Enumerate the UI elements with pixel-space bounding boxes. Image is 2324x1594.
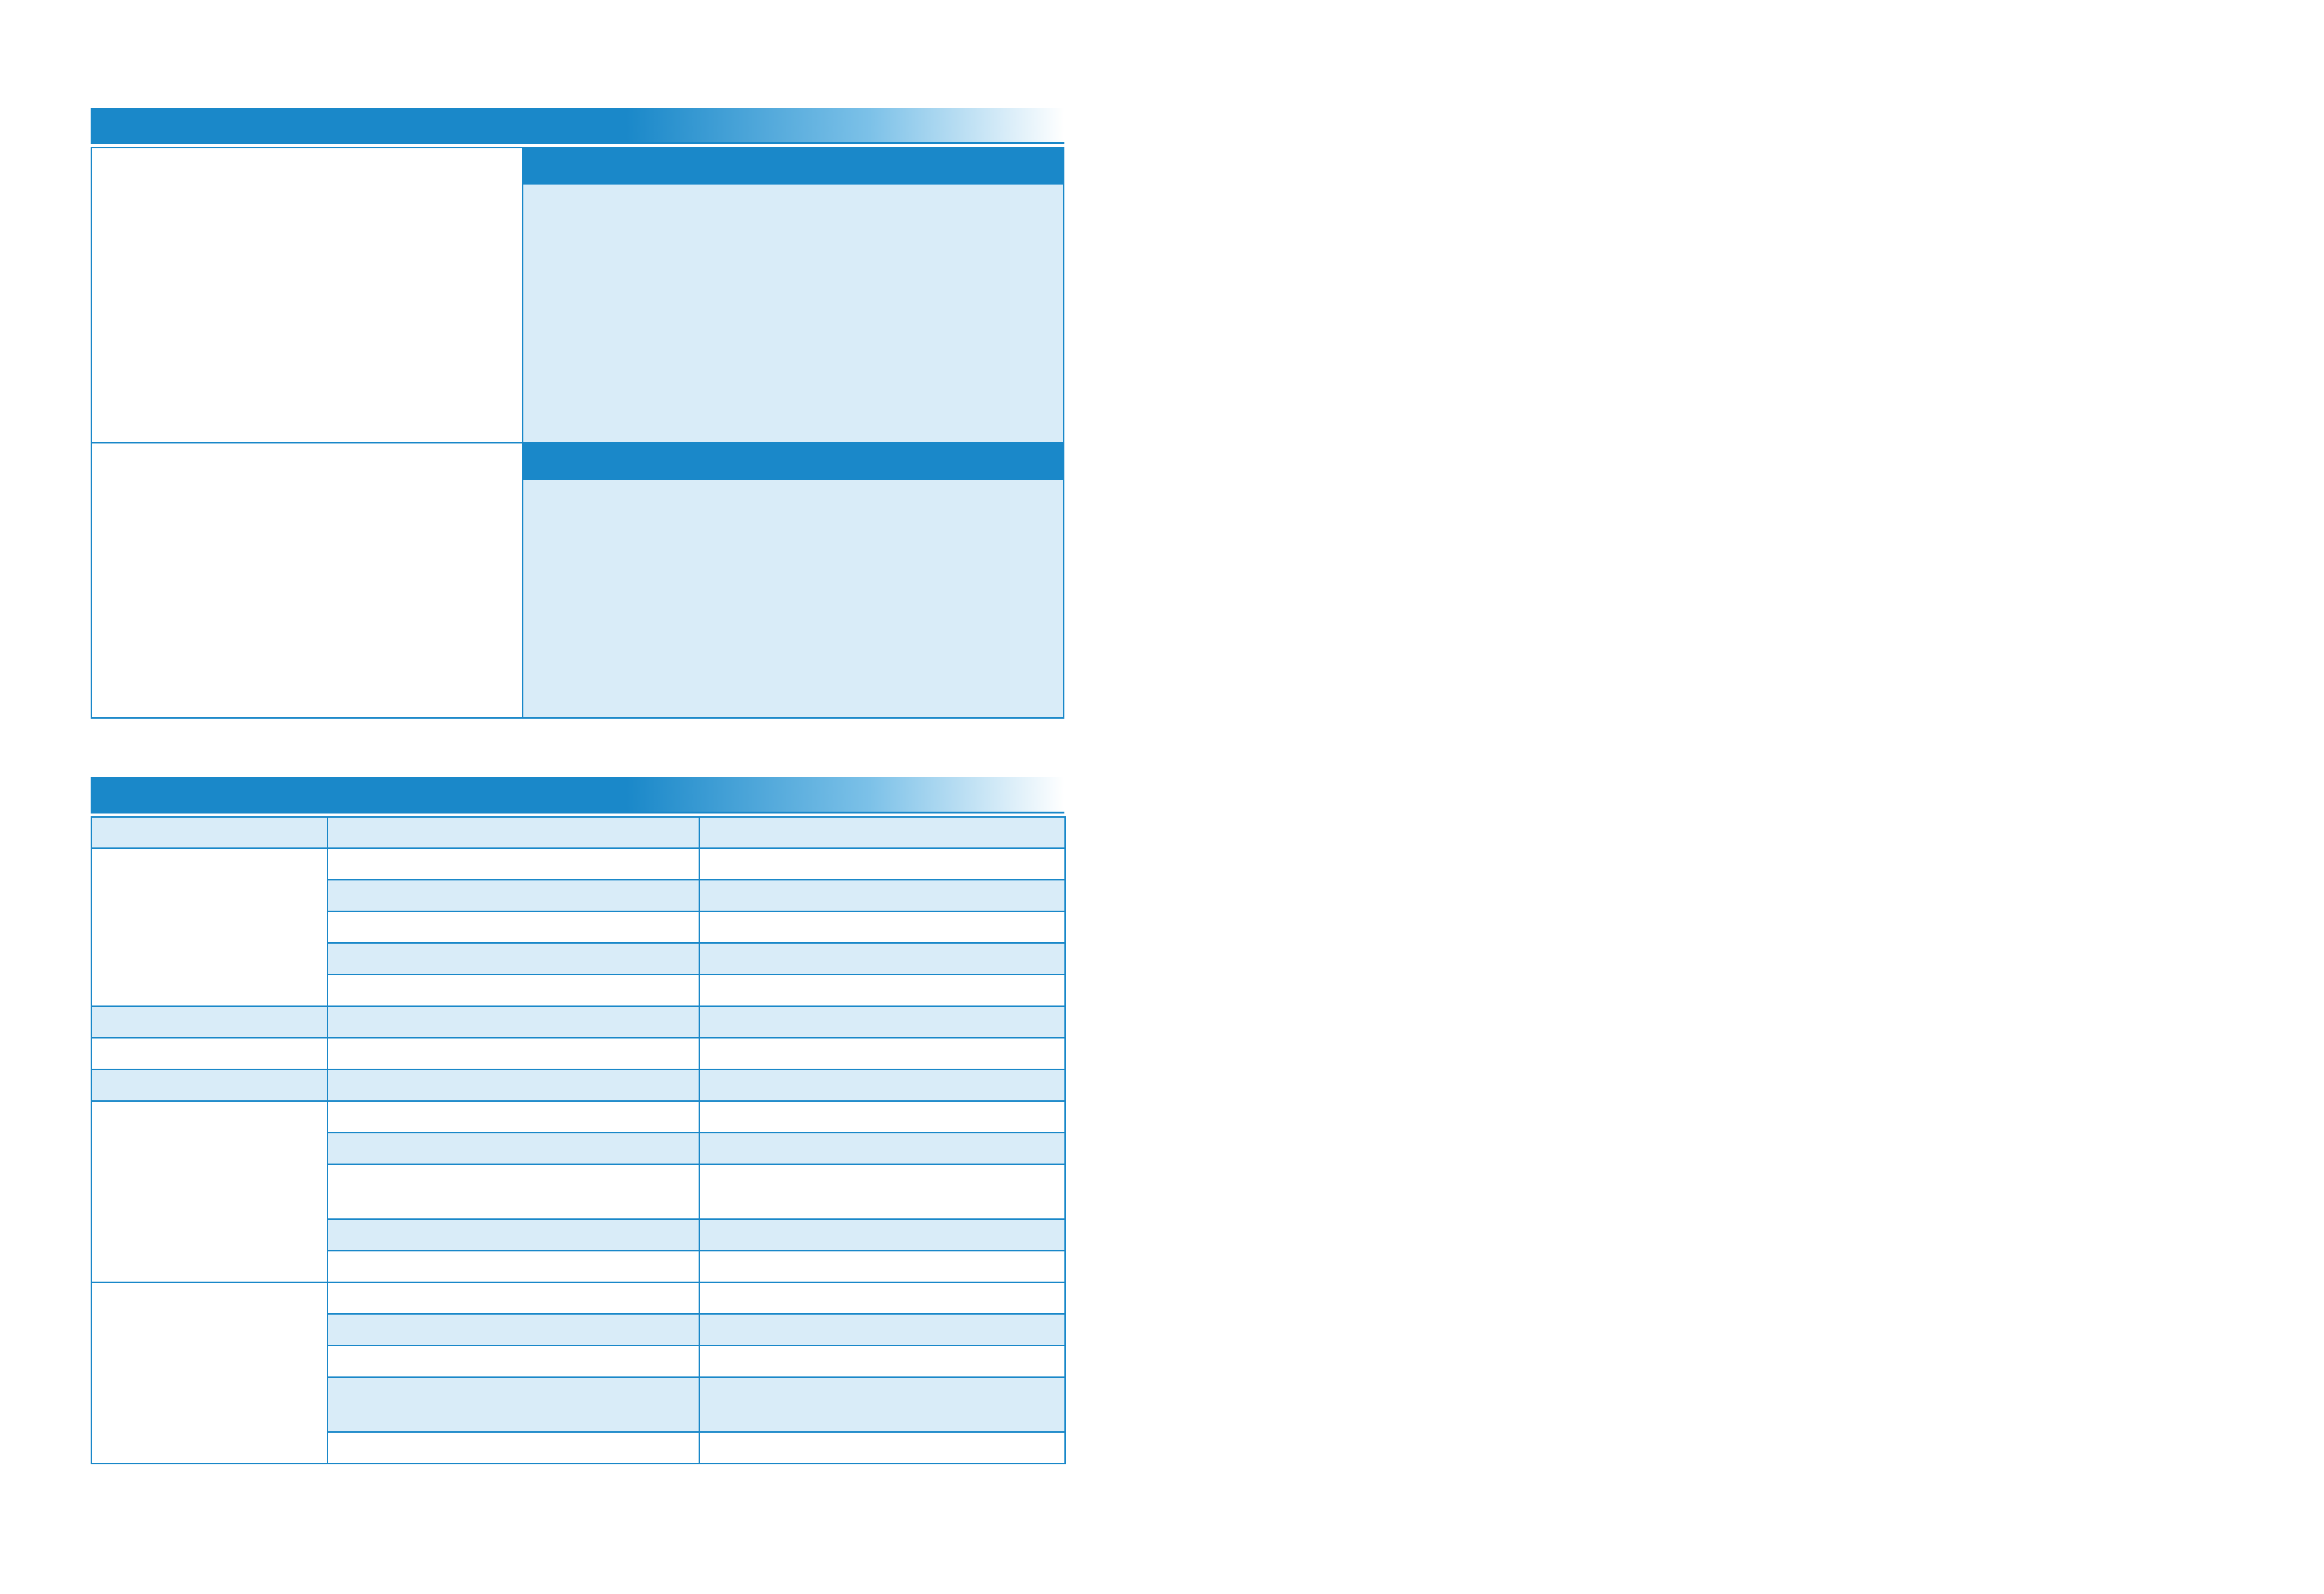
solution-cell: [700, 912, 1065, 943]
cause-cell: [328, 1070, 700, 1101]
solution-cell: [700, 1164, 1065, 1219]
solution-cell: [700, 1346, 1065, 1377]
circuit-g-diagram: [92, 148, 522, 442]
section-underline: [91, 812, 1064, 814]
cause-cell: [328, 943, 700, 975]
cause-cell: [328, 1164, 700, 1219]
circuit-h-title: [523, 443, 1063, 480]
fault-cell: [92, 1038, 328, 1070]
fault-cell: [92, 848, 328, 1006]
cause-cell: [328, 1006, 700, 1038]
section-header-troubleshooting: [91, 777, 1064, 812]
header-fault: [92, 817, 328, 848]
fault-cell: [92, 1283, 328, 1464]
cause-cell: [328, 848, 700, 880]
section-underline: [91, 142, 1064, 144]
fault-cell: [92, 1101, 328, 1283]
circuit-h-description: [523, 480, 1063, 717]
circuit-g-description: [523, 185, 1063, 442]
cause-cell: [328, 1314, 700, 1346]
section-header-control-circuit: [91, 108, 1064, 142]
cause-cell: [328, 1283, 700, 1314]
fault-cell: [92, 1006, 328, 1038]
fault-cell: [92, 1070, 328, 1101]
footer-page-info: [2234, 1490, 2252, 1520]
solution-cell: [700, 1070, 1065, 1101]
table-row: [92, 1070, 1065, 1101]
cause-cell: [328, 1038, 700, 1070]
cause-cell: [328, 912, 700, 943]
cause-cell: [328, 1377, 700, 1432]
cause-cell: [328, 1251, 700, 1283]
solution-cell: [700, 1219, 1065, 1251]
table-row: [92, 1038, 1065, 1070]
solution-cell: [700, 848, 1065, 880]
circuit-diagram-panel: [91, 147, 1064, 719]
panel-vertical-divider: [522, 148, 523, 717]
circuit-g-title: [523, 148, 1063, 185]
solution-cell: [700, 975, 1065, 1006]
solution-cell: [700, 1377, 1065, 1432]
cause-cell: [328, 1101, 700, 1133]
solution-cell: [700, 1101, 1065, 1133]
cause-cell: [328, 1219, 700, 1251]
cause-cell: [328, 1133, 700, 1164]
cause-cell: [328, 1346, 700, 1377]
table-row: [92, 848, 1065, 880]
solution-cell: [700, 880, 1065, 912]
solution-cell: [700, 1251, 1065, 1283]
circuit-h-diagram: [92, 443, 522, 717]
solution-cell: [700, 1133, 1065, 1164]
solution-cell: [700, 1432, 1065, 1464]
circuit-h-schematic: [92, 443, 522, 717]
solution-cell: [700, 1283, 1065, 1314]
table-header-row: [92, 817, 1065, 848]
table-row: [92, 1101, 1065, 1133]
troubleshooting-table: [91, 816, 1066, 1464]
cause-cell: [328, 880, 700, 912]
header-solution: [700, 817, 1065, 848]
solution-cell: [700, 1038, 1065, 1070]
solution-cell: [700, 1314, 1065, 1346]
header-cause: [328, 817, 700, 848]
cause-cell: [328, 975, 700, 1006]
solution-cell: [700, 1006, 1065, 1038]
cause-cell: [328, 1432, 700, 1464]
table-row: [92, 1283, 1065, 1314]
table-row: [92, 1006, 1065, 1038]
solution-cell: [700, 943, 1065, 975]
circuit-g-schematic: [92, 148, 522, 442]
